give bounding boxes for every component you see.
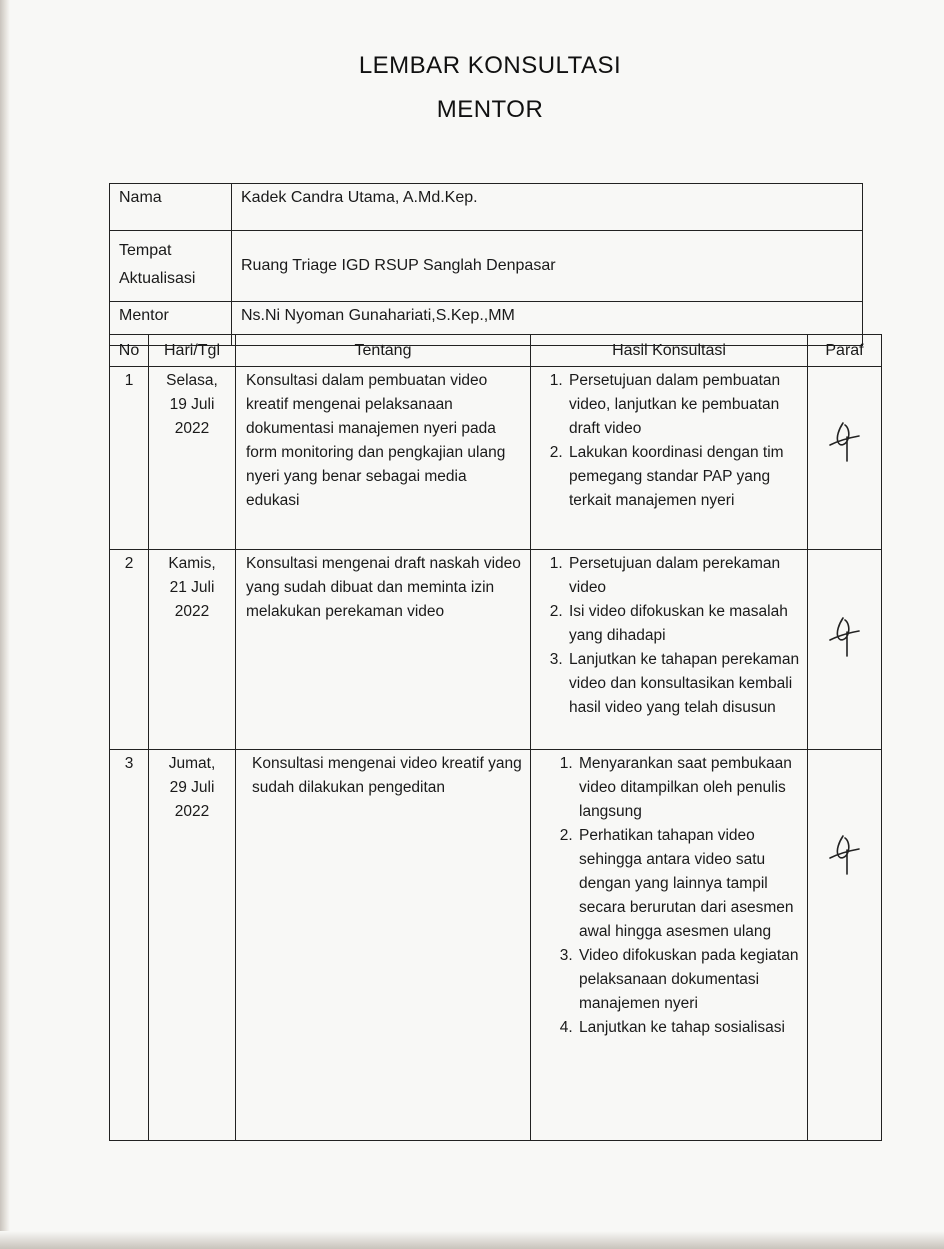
row-date (149, 367, 236, 550)
row-year: 2022 (174, 420, 210, 437)
table-row (110, 550, 882, 750)
nama-value: Kadek Candra Utama, A.Md.Kep. (232, 184, 863, 231)
row-tentang: Konsultasi dalam pembuatan video kreatif mengenai pelaksanaan dokumentasi manajemen nyeri pada form monitoring dan pengkajian ulang nyeri yang benar sebagai media edukasi (236, 367, 531, 550)
table-row (110, 367, 882, 550)
row-day-month: 29 Juli (169, 779, 215, 796)
consultation-table (109, 334, 882, 1141)
hasil-list (535, 552, 803, 720)
hasil-item: 2. Perhatikan tahapan video sehingga antara video satu dengan yang lainnya tampil secara berurutan dari asesmen awal hingga asesmen ulang (577, 824, 803, 944)
row-paraf (808, 367, 882, 550)
scan-shadow-bottom (0, 1231, 944, 1249)
mentor-label: Mentor (110, 302, 232, 346)
row-number: 3 (110, 750, 149, 1141)
hasil-item: 3. Video difokuskan pada kegiatan pelaksanaan dokumentasi manajemen nyeri (577, 944, 803, 1016)
col-header-hasil: Hasil Konsultasi (531, 335, 808, 367)
col-header-tentang: Tentang (236, 335, 531, 367)
row-day-month: 21 Juli (169, 579, 215, 596)
row-day: Selasa, (166, 372, 218, 389)
tempat-label-line2: Aktualisasi (119, 270, 196, 287)
hasil-item: 1. Menyarankan saat pembukaan video ditampilkan oleh penulis langsung (577, 752, 803, 824)
row-day: Kamis, (168, 555, 216, 572)
row-year: 2022 (174, 803, 210, 820)
row-year: 2022 (174, 603, 210, 620)
hasil-list (535, 369, 803, 513)
row-date (149, 750, 236, 1141)
row-paraf (808, 750, 882, 1141)
row-tentang: Konsultasi mengenai draft naskah video yang sudah dibuat dan meminta izin melakukan perekaman video (236, 550, 531, 750)
signature-icon (826, 832, 864, 878)
row-hasil (531, 367, 808, 550)
row-number: 1 (110, 367, 149, 550)
table-header-row (110, 335, 882, 367)
hasil-list (535, 752, 803, 1040)
signature-icon (826, 614, 864, 660)
row-day: Jumat, (168, 755, 216, 772)
hasil-item: 1. Persetujuan dalam perekaman video (567, 552, 803, 600)
hasil-item: 3. Lanjutkan ke tahapan perekaman video dan konsultasikan kembali hasil video yang telah disusun (567, 648, 803, 720)
row-hasil (531, 750, 808, 1141)
tempat-value: Ruang Triage IGD RSUP Sanglah Denpasar (232, 231, 863, 302)
mentor-value: Ns.Ni Nyoman Gunahariati,S.Kep.,MM (232, 302, 863, 346)
hasil-item: 2. Lakukan koordinasi dengan tim pemegang standar PAP yang terkait manajemen nyeri (567, 441, 803, 513)
table-row (110, 750, 882, 1141)
scan-shadow-left (0, 0, 10, 1249)
col-header-date: Hari/Tgl (149, 335, 236, 367)
identity-row-tempat (110, 231, 863, 302)
signature-icon (826, 419, 864, 465)
col-header-paraf: Paraf (808, 335, 882, 367)
row-number: 2 (110, 550, 149, 750)
tempat-label-line1: Tempat (119, 242, 172, 259)
col-header-no: No (110, 335, 149, 367)
identity-row-nama (110, 184, 863, 231)
row-day-month: 19 Juli (169, 396, 215, 413)
nama-label: Nama (110, 184, 232, 231)
identity-table (109, 183, 863, 346)
hasil-item: 2. Isi video difokuskan ke masalah yang dihadapi (567, 600, 803, 648)
row-paraf (808, 550, 882, 750)
hasil-item: 1. Persetujuan dalam pembuatan video, lanjutkan ke pembuatan draft video (567, 369, 803, 441)
row-tentang: Konsultasi mengenai video kreatif yang sudah dilakukan pengeditan (236, 750, 531, 1141)
hasil-item: 4. Lanjutkan ke tahap sosialisasi (577, 1016, 803, 1040)
row-date (149, 550, 236, 750)
tempat-label (110, 231, 232, 302)
row-hasil (531, 550, 808, 750)
document-subtitle: MENTOR (436, 96, 544, 123)
document-title: LEMBAR KONSULTASI (358, 52, 622, 79)
